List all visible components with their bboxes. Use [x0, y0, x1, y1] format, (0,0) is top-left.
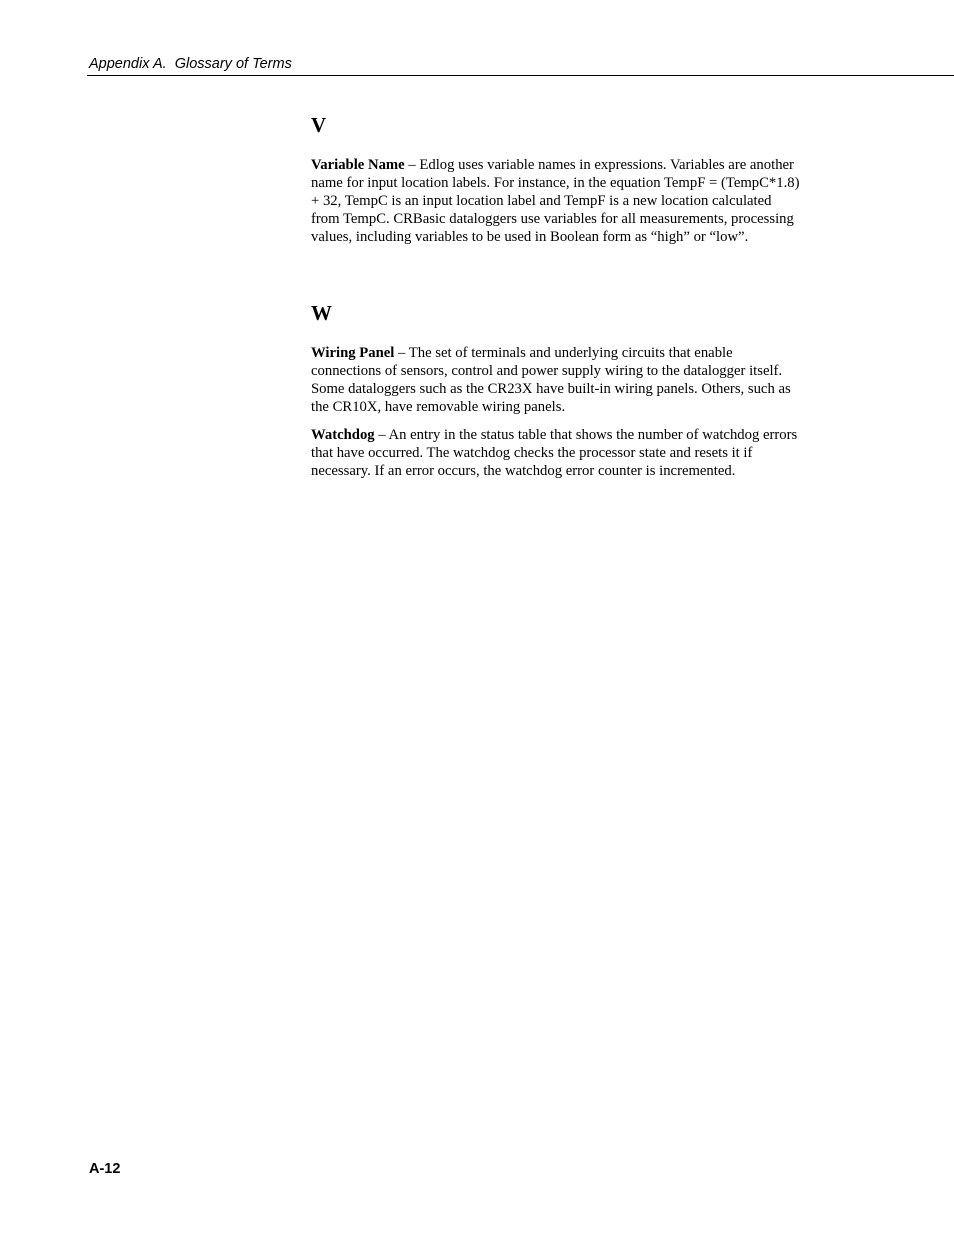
section-heading-w: W — [311, 301, 332, 325]
glossary-term: Watchdog — [311, 427, 375, 443]
glossary-definition: – Edlog uses variable names in expressions. Variables are another name for input location labels. For instance, in the equation TempF = (TempC*1.8) + 32, TempC is an input location label and TempF is a new location calculated from TempC. CRBasic dataloggers use variables for all measurements, processing values, including variables to be used in Boolean form as “high” or “low”. — [311, 157, 800, 245]
glossary-term: Wiring Panel — [311, 345, 395, 361]
glossary-term: Variable Name — [311, 157, 405, 173]
glossary-definition: – An entry in the status table that shows the number of watchdog errors that have occurred. The watchdog checks the processor state and resets it if necessary. If an error occurs, the watchdog error counter is incremented. — [311, 427, 798, 479]
glossary-entry-watchdog — [311, 426, 803, 480]
header-rule — [87, 75, 954, 76]
glossary-entry-wiring-panel — [311, 344, 803, 416]
glossary-definition: – The set of terminals and underlying circuits that enable connections of sensors, control and power supply wiring to the datalogger itself. Some dataloggers such as the CR23X have built-in wiring panels. Others, such as the CR10X, have removable wiring panels. — [311, 345, 791, 415]
running-header: Appendix A. Glossary of Terms — [89, 56, 292, 72]
page-number: A-12 — [89, 1161, 121, 1177]
glossary-content — [311, 112, 803, 490]
glossary-entry-variable-name — [311, 156, 803, 246]
section-heading-v: V — [311, 113, 327, 137]
